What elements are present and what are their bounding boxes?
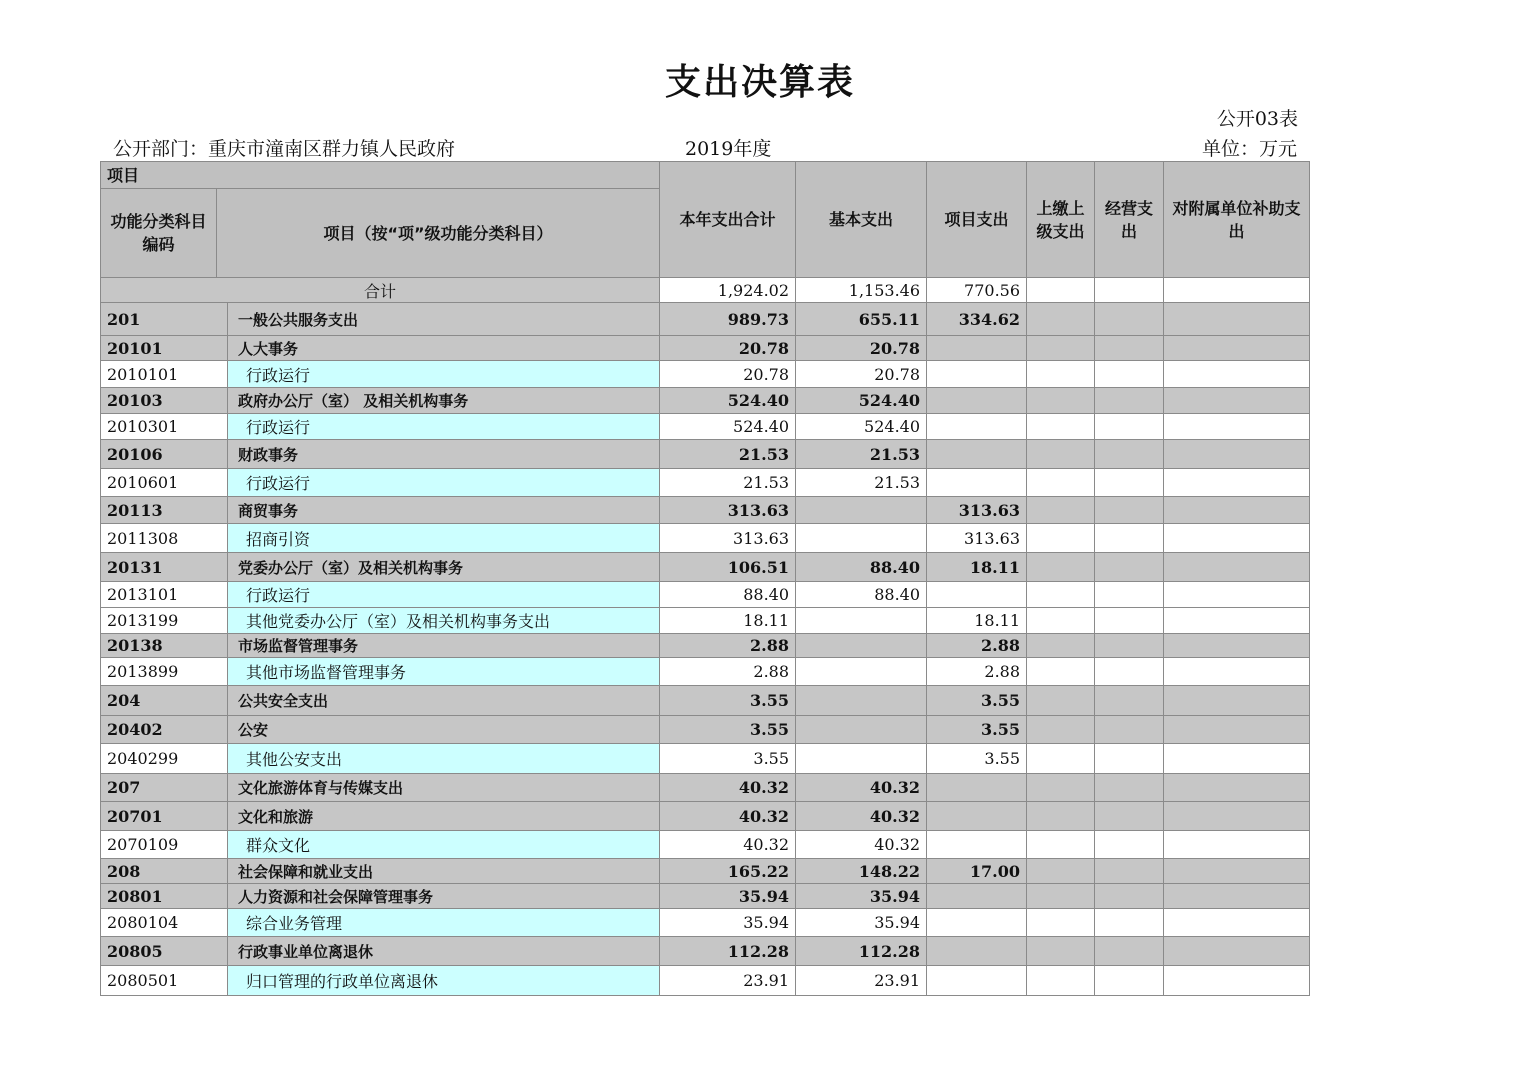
row-basic: 35.94 xyxy=(796,884,927,909)
row-subsidy xyxy=(1164,303,1310,336)
row-business xyxy=(1095,716,1164,744)
row-basic: 35.94 xyxy=(796,909,927,937)
row-subsidy xyxy=(1164,608,1310,634)
row-subsidy xyxy=(1164,884,1310,909)
row-subsidy xyxy=(1164,859,1310,884)
row-project xyxy=(927,361,1027,388)
row-upper xyxy=(1027,582,1095,608)
row-code: 20138 xyxy=(101,634,228,658)
row-project: 334.62 xyxy=(927,303,1027,336)
row-project xyxy=(927,909,1027,937)
row-business xyxy=(1095,966,1164,996)
row-basic xyxy=(796,658,927,686)
row-business xyxy=(1095,744,1164,774)
row-upper xyxy=(1027,361,1095,388)
row-basic: 20.78 xyxy=(796,336,927,361)
row-project: 18.11 xyxy=(927,608,1027,634)
header-project: 项目 xyxy=(101,162,660,189)
row-total: 524.40 xyxy=(660,414,796,440)
row-code: 2013101 xyxy=(101,582,228,608)
row-project: 17.00 xyxy=(927,859,1027,884)
row-business xyxy=(1095,440,1164,469)
row-business xyxy=(1095,336,1164,361)
table-row xyxy=(101,774,1310,802)
row-code: 2010301 xyxy=(101,414,228,440)
row-subsidy xyxy=(1164,831,1310,859)
table-row xyxy=(101,966,1310,996)
table-number: 公开03表 xyxy=(1216,108,1298,130)
table-row xyxy=(101,524,1310,553)
page-title: 支出决算表 xyxy=(664,62,855,103)
row-basic: 148.22 xyxy=(796,859,927,884)
row-name: 公共安全支出 xyxy=(228,686,660,716)
row-total: 165.22 xyxy=(660,859,796,884)
table-row xyxy=(101,388,1310,414)
row-total: 3.55 xyxy=(660,686,796,716)
row-name: 行政运行 xyxy=(228,469,660,497)
row-subsidy xyxy=(1164,388,1310,414)
table-row xyxy=(101,634,1310,658)
row-total: 35.94 xyxy=(660,884,796,909)
row-upper xyxy=(1027,658,1095,686)
row-name: 其他党委办公厅（室）及相关机构事务支出 xyxy=(228,608,660,634)
row-project xyxy=(927,937,1027,966)
row-total: 21.53 xyxy=(660,440,796,469)
row-basic xyxy=(796,608,927,634)
row-business xyxy=(1095,774,1164,802)
row-total: 313.63 xyxy=(660,497,796,524)
row-total: 35.94 xyxy=(660,909,796,937)
row-business xyxy=(1095,831,1164,859)
unit-label: 单位：万元 xyxy=(1201,138,1297,160)
row-subsidy xyxy=(1164,909,1310,937)
row-name: 行政运行 xyxy=(228,414,660,440)
row-upper xyxy=(1027,831,1095,859)
row-name: 综合业务管理 xyxy=(228,909,660,937)
row-project xyxy=(927,831,1027,859)
row-total: 40.32 xyxy=(660,774,796,802)
row-business xyxy=(1095,859,1164,884)
row-total: 3.55 xyxy=(660,744,796,774)
row-upper xyxy=(1027,859,1095,884)
header-subsidy: 对附属单位补助支出 xyxy=(1164,162,1310,278)
fiscal-year-label: 2019年度 xyxy=(685,138,772,160)
row-basic: 21.53 xyxy=(796,440,927,469)
row-code: 2040299 xyxy=(101,744,228,774)
row-subsidy xyxy=(1164,937,1310,966)
row-basic xyxy=(796,634,927,658)
row-name: 归口管理的行政单位离退休 xyxy=(228,966,660,996)
total-subsidy xyxy=(1164,278,1310,303)
row-total: 21.53 xyxy=(660,469,796,497)
row-upper xyxy=(1027,634,1095,658)
row-code: 208 xyxy=(101,859,228,884)
row-basic: 112.28 xyxy=(796,937,927,966)
row-code: 204 xyxy=(101,686,228,716)
row-upper xyxy=(1027,884,1095,909)
row-name: 一般公共服务支出 xyxy=(228,303,660,336)
row-basic: 524.40 xyxy=(796,414,927,440)
row-upper xyxy=(1027,469,1095,497)
row-total: 989.73 xyxy=(660,303,796,336)
row-total: 3.55 xyxy=(660,716,796,744)
total-upper xyxy=(1027,278,1095,303)
row-code: 2013899 xyxy=(101,658,228,686)
row-business xyxy=(1095,582,1164,608)
row-basic: 524.40 xyxy=(796,388,927,414)
row-code: 2070109 xyxy=(101,831,228,859)
row-upper xyxy=(1027,497,1095,524)
table-row xyxy=(101,909,1310,937)
table-row xyxy=(101,831,1310,859)
row-subsidy xyxy=(1164,658,1310,686)
row-project: 18.11 xyxy=(927,553,1027,582)
row-basic: 88.40 xyxy=(796,553,927,582)
row-name: 商贸事务 xyxy=(228,497,660,524)
row-subsidy xyxy=(1164,414,1310,440)
row-code: 20801 xyxy=(101,884,228,909)
row-subsidy xyxy=(1164,440,1310,469)
table-row xyxy=(101,553,1310,582)
row-subsidy xyxy=(1164,744,1310,774)
row-total: 2.88 xyxy=(660,634,796,658)
row-name: 公安 xyxy=(228,716,660,744)
row-business xyxy=(1095,553,1164,582)
table-row xyxy=(101,937,1310,966)
table-row xyxy=(101,608,1310,634)
row-code: 20103 xyxy=(101,388,228,414)
department-label: 公开部门：重庆市潼南区群力镇人民政府 xyxy=(113,138,456,160)
row-business xyxy=(1095,884,1164,909)
row-upper xyxy=(1027,686,1095,716)
row-code: 2013199 xyxy=(101,608,228,634)
row-basic: 20.78 xyxy=(796,361,927,388)
row-total: 524.40 xyxy=(660,388,796,414)
row-total: 88.40 xyxy=(660,582,796,608)
total-business xyxy=(1095,278,1164,303)
row-code: 20101 xyxy=(101,336,228,361)
row-subsidy xyxy=(1164,553,1310,582)
row-business xyxy=(1095,497,1164,524)
total-basic: 1,153.46 xyxy=(796,278,927,303)
row-name: 文化和旅游 xyxy=(228,802,660,831)
row-subsidy xyxy=(1164,497,1310,524)
row-business xyxy=(1095,388,1164,414)
table-row xyxy=(101,497,1310,524)
row-subsidy xyxy=(1164,716,1310,744)
row-business xyxy=(1095,303,1164,336)
table-row xyxy=(101,802,1310,831)
row-total: 18.11 xyxy=(660,608,796,634)
row-upper xyxy=(1027,937,1095,966)
row-basic xyxy=(796,744,927,774)
row-upper xyxy=(1027,336,1095,361)
row-name: 人力资源和社会保障管理事务 xyxy=(228,884,660,909)
row-total: 40.32 xyxy=(660,831,796,859)
header-item-name: 项目（按“项”级功能分类科目） xyxy=(217,189,660,278)
row-code: 20106 xyxy=(101,440,228,469)
row-total: 40.32 xyxy=(660,802,796,831)
row-code: 201 xyxy=(101,303,228,336)
row-upper xyxy=(1027,744,1095,774)
row-basic xyxy=(796,686,927,716)
row-business xyxy=(1095,909,1164,937)
row-name: 行政事业单位离退休 xyxy=(228,937,660,966)
row-name: 社会保障和就业支出 xyxy=(228,859,660,884)
table-row xyxy=(101,716,1310,744)
row-upper xyxy=(1027,388,1095,414)
row-name: 党委办公厅（室）及相关机构事务 xyxy=(228,553,660,582)
row-upper xyxy=(1027,414,1095,440)
row-upper xyxy=(1027,524,1095,553)
row-basic: 23.91 xyxy=(796,966,927,996)
row-basic xyxy=(796,497,927,524)
row-project xyxy=(927,582,1027,608)
row-basic: 40.32 xyxy=(796,774,927,802)
row-code: 2010101 xyxy=(101,361,228,388)
row-total: 20.78 xyxy=(660,361,796,388)
row-total: 313.63 xyxy=(660,524,796,553)
row-subsidy xyxy=(1164,361,1310,388)
row-subsidy xyxy=(1164,802,1310,831)
table-row xyxy=(101,414,1310,440)
header-project-expenditure: 项目支出 xyxy=(927,162,1027,278)
row-basic: 655.11 xyxy=(796,303,927,336)
row-basic: 88.40 xyxy=(796,582,927,608)
table-row xyxy=(101,361,1310,388)
row-subsidy xyxy=(1164,524,1310,553)
row-total: 23.91 xyxy=(660,966,796,996)
row-name: 其他市场监督管理事务 xyxy=(228,658,660,686)
table-row xyxy=(101,658,1310,686)
row-name: 行政运行 xyxy=(228,582,660,608)
row-project: 3.55 xyxy=(927,686,1027,716)
row-business xyxy=(1095,658,1164,686)
total-project: 770.56 xyxy=(927,278,1027,303)
table-row xyxy=(101,303,1310,336)
row-name: 政府办公厅（室） 及相关机构事务 xyxy=(228,388,660,414)
total-row xyxy=(101,278,1310,303)
table-row xyxy=(101,336,1310,361)
row-code: 20113 xyxy=(101,497,228,524)
row-code: 2010601 xyxy=(101,469,228,497)
header-business: 经营支出 xyxy=(1095,162,1164,278)
row-business xyxy=(1095,414,1164,440)
row-basic xyxy=(796,524,927,553)
row-project: 313.63 xyxy=(927,524,1027,553)
row-name: 行政运行 xyxy=(228,361,660,388)
row-project: 2.88 xyxy=(927,658,1027,686)
table-row xyxy=(101,582,1310,608)
row-business xyxy=(1095,802,1164,831)
row-business xyxy=(1095,634,1164,658)
header-total: 本年支出合计 xyxy=(660,162,796,278)
row-business xyxy=(1095,361,1164,388)
row-name: 财政事务 xyxy=(228,440,660,469)
row-code: 20402 xyxy=(101,716,228,744)
row-upper xyxy=(1027,440,1095,469)
table-row xyxy=(101,744,1310,774)
row-project xyxy=(927,774,1027,802)
row-project xyxy=(927,884,1027,909)
row-project: 313.63 xyxy=(927,497,1027,524)
row-name: 其他公安支出 xyxy=(228,744,660,774)
row-upper xyxy=(1027,553,1095,582)
row-project xyxy=(927,336,1027,361)
expenditure-table xyxy=(100,161,1310,996)
row-project xyxy=(927,469,1027,497)
row-basic: 40.32 xyxy=(796,802,927,831)
row-upper xyxy=(1027,608,1095,634)
table-row xyxy=(101,469,1310,497)
row-basic xyxy=(796,716,927,744)
header-basic: 基本支出 xyxy=(796,162,927,278)
row-upper xyxy=(1027,774,1095,802)
row-basic: 40.32 xyxy=(796,831,927,859)
row-name: 群众文化 xyxy=(228,831,660,859)
row-name: 市场监督管理事务 xyxy=(228,634,660,658)
row-project xyxy=(927,966,1027,996)
row-code: 2080104 xyxy=(101,909,228,937)
row-subsidy xyxy=(1164,774,1310,802)
row-subsidy xyxy=(1164,582,1310,608)
row-name: 人大事务 xyxy=(228,336,660,361)
row-project xyxy=(927,440,1027,469)
table-row xyxy=(101,440,1310,469)
row-business xyxy=(1095,686,1164,716)
header-function-code: 功能分类科目编码 xyxy=(101,189,217,278)
header-upper: 上缴上级支出 xyxy=(1027,162,1095,278)
row-code: 20701 xyxy=(101,802,228,831)
row-project xyxy=(927,802,1027,831)
table-row xyxy=(101,884,1310,909)
row-upper xyxy=(1027,966,1095,996)
row-business xyxy=(1095,469,1164,497)
row-business xyxy=(1095,524,1164,553)
row-code: 20805 xyxy=(101,937,228,966)
row-subsidy xyxy=(1164,336,1310,361)
row-upper xyxy=(1027,909,1095,937)
row-project xyxy=(927,414,1027,440)
row-total: 106.51 xyxy=(660,553,796,582)
row-code: 2080501 xyxy=(101,966,228,996)
total-amount: 1,924.02 xyxy=(660,278,796,303)
row-upper xyxy=(1027,802,1095,831)
row-code: 207 xyxy=(101,774,228,802)
row-code: 20131 xyxy=(101,553,228,582)
row-total: 112.28 xyxy=(660,937,796,966)
table-row xyxy=(101,859,1310,884)
row-subsidy xyxy=(1164,686,1310,716)
row-subsidy xyxy=(1164,469,1310,497)
row-project: 2.88 xyxy=(927,634,1027,658)
row-upper xyxy=(1027,716,1095,744)
row-code: 2011308 xyxy=(101,524,228,553)
row-basic: 21.53 xyxy=(796,469,927,497)
row-subsidy xyxy=(1164,634,1310,658)
row-upper xyxy=(1027,303,1095,336)
row-subsidy xyxy=(1164,966,1310,996)
row-business xyxy=(1095,608,1164,634)
total-label: 合计 xyxy=(101,278,660,303)
row-name: 招商引资 xyxy=(228,524,660,553)
row-total: 20.78 xyxy=(660,336,796,361)
table-row xyxy=(101,686,1310,716)
row-name: 文化旅游体育与传媒支出 xyxy=(228,774,660,802)
row-project xyxy=(927,388,1027,414)
row-project: 3.55 xyxy=(927,744,1027,774)
row-total: 2.88 xyxy=(660,658,796,686)
row-business xyxy=(1095,937,1164,966)
row-project: 3.55 xyxy=(927,716,1027,744)
